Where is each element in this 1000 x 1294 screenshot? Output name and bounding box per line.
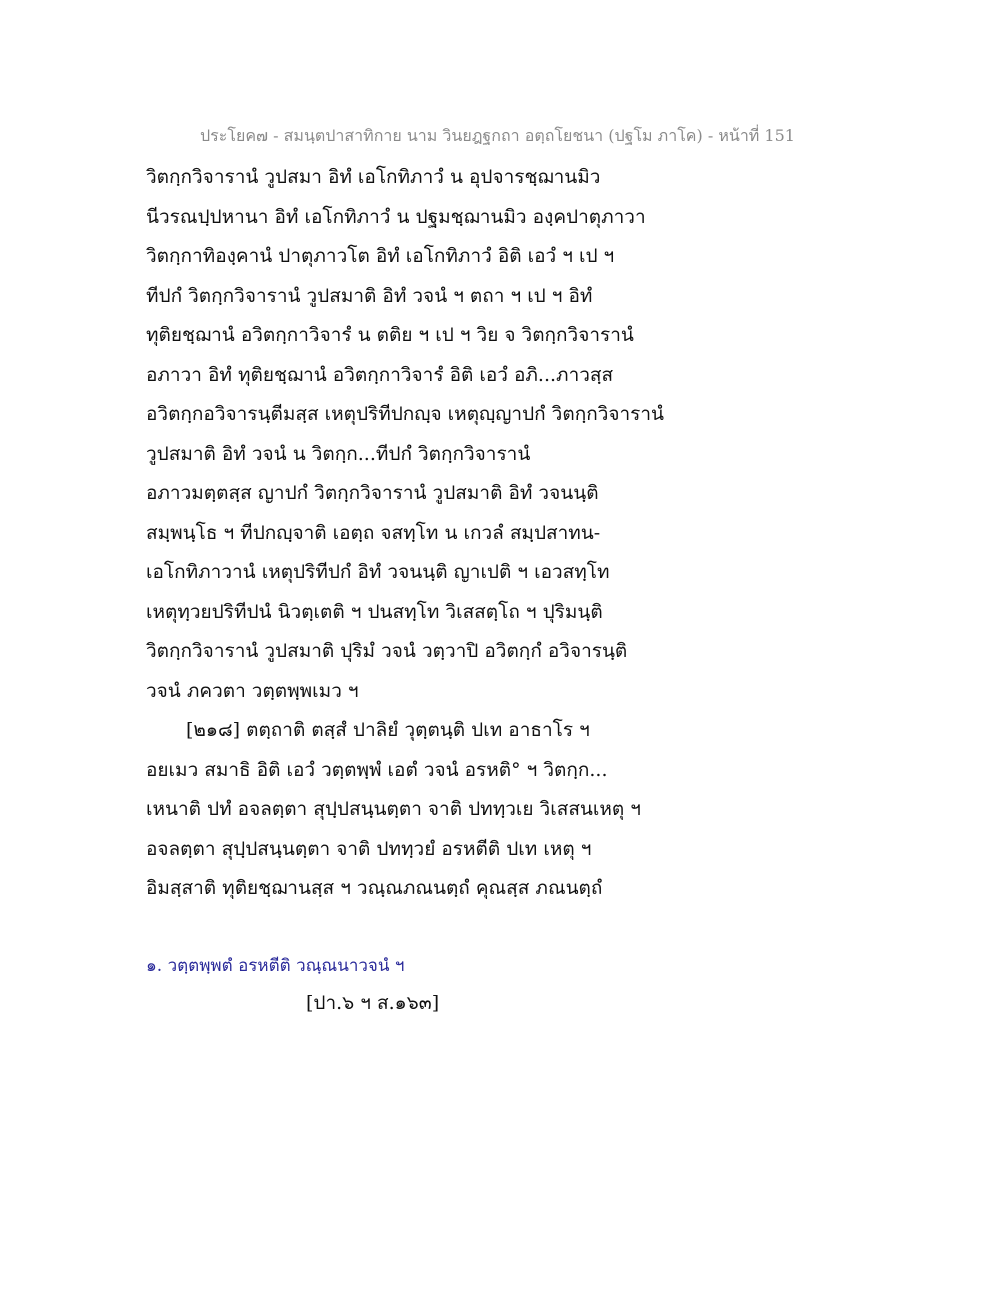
paragraph-start-line: [๒๑๘] ตตฺถาติ ตสฺสํ ปาลิยํ วุตฺตนฺติ ปเท อาธาโร ฯ	[186, 719, 590, 741]
page-header: ประโยค๗ - สมนฺตปาสาทิกาย นาม วินยฎฐกถา อตฺถโยชนา (ปฐโม ภาโค) - หน้าที่ 151	[200, 126, 795, 145]
text-line: เหตุทฺวยปริทีปนํ นิวตฺเตติ ฯ ปนสทฺโท วิเสสตฺโถ ฯ ปุริมนฺติ	[146, 600, 603, 623]
page-reference: [ปา.๖ ฯ ส.๑๖๓]	[306, 992, 440, 1014]
text-line: วิตกฺกาทิองฺคานํ ปาตุภาวโต อิทํ เอโกทิภาวํ อิติ เอวํ ฯ เป ฯ	[146, 245, 615, 267]
text-line: เอโกทิภาวานํ เหตุปริทีปกํ อิทํ วจนนฺติ ญาเปติ ฯ เอวสทฺโท	[146, 561, 610, 583]
text-line: สมฺพนฺโธ ฯ ทีปกญฺจาติ เอตฺถ จสทฺโท น เกวลํ สมฺปสาทน-	[146, 521, 601, 544]
text-line: อวิตกฺกอวิจารนฺตีมสฺส เหตุปริทีปกญฺจ เหตุญฺญาปกํ วิตกฺกวิจารานํ	[146, 403, 665, 425]
text-line: ทุติยชฺฌานํ อวิตกฺกาวิจารํ น ตติย ฯ เป ฯ วิย จ วิตกฺกวิจารานํ	[146, 324, 634, 346]
text-line: อภาวา อิทํ ทุติยชฺฌานํ อวิตกฺกาวิจารํ อิติ เอวํ อภิ...ภาวสฺส	[146, 363, 614, 386]
body-text	[146, 158, 946, 909]
text-line: ทีปกํ วิตกฺกวิจารานํ วูปสมาติ อิทํ วจนํ ฯ ตถา ฯ เป ฯ อิทํ	[146, 284, 593, 307]
text-line: วิตกฺกวิจารานํ วูปสมาติ ปุริมํ วจนํ วตฺวาปิ อวิตกฺกํ อวิจารนฺติ	[146, 640, 628, 662]
text-line: เหนาติ ปทํ อจลตฺตา สุปฺปสนฺนตฺตา จาติ ปททฺวเย วิเสสนเหตุ ฯ	[146, 798, 641, 820]
text-line: อยเมว สมาธิ อิติ เอวํ วตฺตพฺพํ เอตํ วจนํ อรหติ° ฯ วิตกฺก...	[146, 758, 608, 781]
text-line: อิมสฺสาติ ทุติยชฺฌานสฺส ฯ วณฺณภณนตฺถํ คุณสฺส ภณนตฺถํ	[146, 877, 603, 899]
text-line: วูปสมาติ อิทํ วจนํ น วิตกฺก...ทีปกํ วิตกฺกวิจารานํ	[146, 442, 531, 465]
text-line: อภาวมตฺตสฺส ญาปกํ วิตกฺกวิจารานํ วูปสมาติ อิทํ วจนนฺติ	[146, 482, 599, 504]
text-line: นีวรณปฺปหานา อิทํ เอโกทิภาวํ น ปฐมชฺฌานมิว องฺคปาตุภาวา	[146, 205, 646, 228]
footnote: ๑. วตฺตพฺพตํ อรหตีติ วณฺณนาวจนํ ฯ	[146, 956, 405, 976]
text-line: อจลตฺตา สุปฺปสนฺนตฺตา จาติ ปททฺวยํ อรหตีติ ปเท เหตุ ฯ	[146, 837, 592, 860]
text-line: วจนํ ภควตา วตฺตพฺพเมว ฯ	[146, 679, 359, 702]
text-line: วิตกฺกวิจารานํ วูปสมา อิทํ เอโกทิภาวํ น อุปจารชฺฌานมิว	[146, 166, 601, 188]
